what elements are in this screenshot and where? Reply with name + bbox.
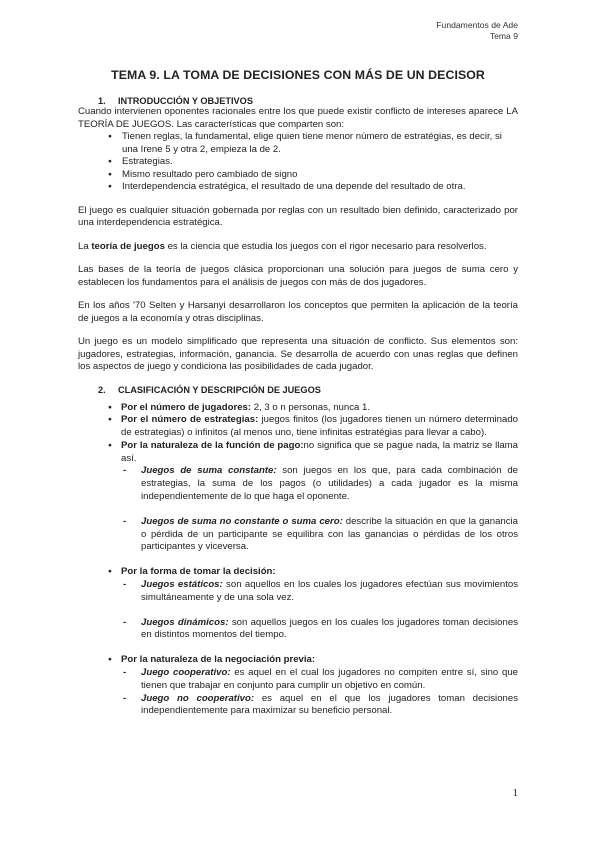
text-span: La bbox=[78, 240, 92, 252]
item-label: Por el número de estrategias: bbox=[121, 414, 259, 426]
paragraph-game-definition: El juego es cualquier situación gobernada por reglas con un resultado bien definido, caracterizado por una interdependencia estratégica. bbox=[78, 204, 518, 228]
item-label: Juegos de suma constante: bbox=[141, 465, 277, 477]
item-label: Por la naturaleza de la función de pago: bbox=[121, 439, 304, 451]
paragraph-classical-bases: Las bases de la teoría de juegos clásica proporcionan una solución para juegos de suma cero y establecen los fundamentos para el análisis de juegos con más de dos jugadores. bbox=[78, 264, 518, 288]
item-label: Por la naturaleza de la negociación previa: bbox=[121, 654, 316, 666]
page-header bbox=[436, 20, 518, 41]
item-text: son aquellos en los cuales los jugadores efectúan sus movimientos simultáneamente y de una sola vez. bbox=[141, 579, 518, 603]
item-text: describe la situación en que la ganancia o pérdida de un participante se equilibra con las ganancias o pérdidas de los otros participantes y viceversa. bbox=[141, 515, 519, 553]
item-text: son juegos en los que, para cada combinación de estrategias, la suma de los pagos (o utilidades) a cada jugador es la misma independientemente de lo que haga el oponente. bbox=[141, 465, 518, 503]
document-body bbox=[78, 68, 518, 718]
item-label: Por el número de jugadores: bbox=[121, 401, 252, 413]
sub-list-item bbox=[123, 579, 518, 605]
list-item: ● Interdependencia estratégica, el resultado de una depende del resultado de otra. bbox=[108, 181, 518, 194]
item-label: Juegos de suma no constante o suma cero: bbox=[141, 515, 343, 527]
section-2-heading bbox=[78, 385, 518, 395]
text-span: es la ciencia que estudia los juegos con el rigor necesario para resolverlos. bbox=[164, 240, 487, 252]
list-item bbox=[108, 440, 518, 554]
list-item: ● Estrategias. bbox=[108, 156, 518, 169]
section-2-title: CLASIFICACIÓN Y DESCRIPCIÓN DE JUEGOS bbox=[118, 384, 321, 395]
sub-list bbox=[121, 667, 518, 718]
item-text: no significa que se pague nada, la matriz se llama así. bbox=[121, 439, 518, 464]
characteristics-list bbox=[78, 131, 518, 194]
header-topic: Tema 9 bbox=[489, 30, 518, 41]
item-label: Juegos estáticos: bbox=[141, 579, 223, 591]
sub-list-item bbox=[123, 617, 518, 643]
item-label: Por la forma de tomar la decisión: bbox=[121, 566, 276, 578]
document-title: TEMA 9. LA TOMA DE DECISIONES CON MÁS DE UN DECISOR bbox=[111, 68, 485, 82]
item-text: es aquel en el cual los jugadores no compiten entre sí, sino que tienen que trabajar en conjunto para cumplir un objetivo en común. bbox=[141, 667, 518, 691]
section-1-number: 1. bbox=[98, 96, 106, 106]
page-number: 1 bbox=[512, 787, 518, 799]
item-text: 2, 3 o n personas, nunca 1. bbox=[251, 401, 371, 413]
paragraph-game-theory bbox=[78, 241, 518, 254]
classification-list bbox=[78, 402, 518, 719]
section-1-title: INTRODUCCIÓN Y OBJETIVOS bbox=[118, 96, 253, 106]
bold-term: teoría de juegos bbox=[91, 240, 165, 252]
list-item: ● Mismo resultado pero cambiado de signo bbox=[108, 169, 518, 182]
list-item bbox=[108, 654, 518, 718]
sub-list bbox=[121, 465, 518, 554]
item-text: es aquel en el que los jugadores toman decisiones independientemente para maximizar su beneficio personal. bbox=[141, 692, 518, 717]
sub-list-item bbox=[123, 516, 518, 554]
item-label: Juego no cooperativo: bbox=[141, 692, 255, 704]
list-item bbox=[108, 566, 518, 642]
item-text: son aquellos juegos en los cuales los jugadores toman decisiones en distintos momentos del tiempo. bbox=[141, 616, 518, 641]
list-item bbox=[108, 414, 518, 440]
sub-list bbox=[121, 579, 518, 642]
item-label: Juegos dinámicos: bbox=[141, 616, 229, 628]
item-label: Juego cooperativo: bbox=[141, 667, 231, 679]
sub-list-item bbox=[123, 465, 518, 503]
list-item bbox=[108, 402, 518, 415]
paragraph-selten-harsanyi: En los años '70 Selten y Harsanyi desarrollaron los conceptos que permiten la aplicación de la teoría de juegos a la economía y otras disciplinas. bbox=[78, 300, 518, 324]
sub-list-item bbox=[123, 693, 518, 719]
item-text: juegos finitos (los jugadores tienen un número determinado de estrategias) o infinitos (al menos uno, tiene infinitas estratégias para llevar a cabo). bbox=[121, 414, 518, 439]
section-2-number: 2. bbox=[98, 384, 106, 395]
header-course: Fundamentos de Ade bbox=[436, 20, 518, 30]
section-1-heading bbox=[78, 96, 518, 106]
section-1-intro: Cuando intervienen oponentes racionales entre los que puede existir conflicto de intereses aparece LA TEORÍA DE JUEGOS. Las características que comparten son: bbox=[78, 106, 518, 130]
sub-list-item bbox=[123, 667, 518, 693]
list-item: ● Tienen reglas, la fundamental, elige quien tiene menor número de estratégias, es decir, si una Irene 5 y otra 2, empieza la de 2. bbox=[108, 131, 518, 156]
paragraph-game-model: Un juego es un modelo simplificado que representa una situación de conflicto. Sus elementos son: jugadores, estrategias, información, ganancia. Se desarrolla de acuerdo con unas reglas que definen los aspectos de juego y condiciona las posibilidades de cada jugador. bbox=[78, 336, 518, 372]
